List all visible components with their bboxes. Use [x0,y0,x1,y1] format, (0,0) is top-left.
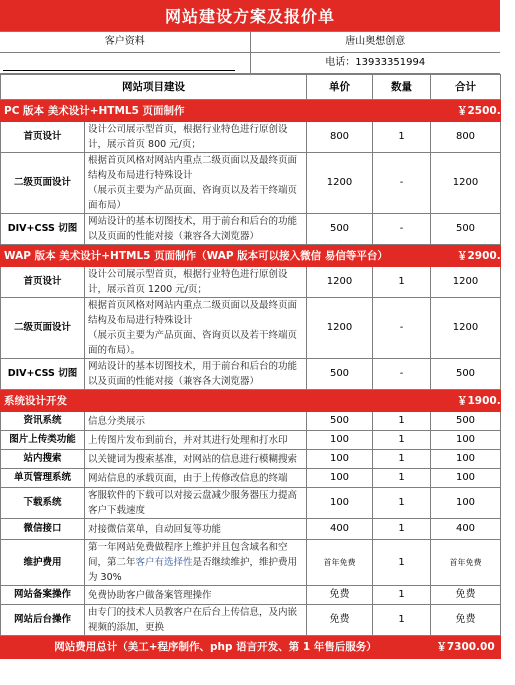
table-row [1,605,501,636]
client-name-blank [0,53,250,74]
item-qty: - [373,298,431,359]
item-description: 根据首页风格对网站内重点二级页面以及最终页面结构及布局进行特殊设计 （展示页主要为产品页面、咨询页以及若干终端页面的布局）。 [85,298,307,359]
item-description: 网站设计的基本切图技术，用于前台和后台的功能以及页面的性能对接（兼容各大浏览器） [85,214,307,245]
item-price: 400 [307,519,373,540]
col-header-total: 合计 [431,75,501,100]
item-total: 1200 [431,153,501,214]
item-price: 500 [307,412,373,431]
item-total: 800 [431,122,501,153]
table-row [1,122,501,153]
item-label: 图片上传类功能 [1,431,85,450]
item-description: 上传图片发布到前台，并对其进行处理和打水印 [85,431,307,450]
item-description: 网站设计的基本切图技术，用于前台和后台的功能以及页面的性能对接（兼容各大浏览器） [85,359,307,390]
item-label: 资讯系统 [1,412,85,431]
section-total: ￥2900.00 [431,245,501,267]
item-price: 100 [307,450,373,469]
item-label: DIV+CSS 切图 [1,214,85,245]
item-total: 400 [431,519,501,540]
table-row [1,359,501,390]
col-header-qty: 数量 [373,75,431,100]
grand-total-value: ￥7300.00 [431,636,501,659]
item-label: 二级页面设计 [1,298,85,359]
item-total: 100 [431,469,501,488]
item-label: 首页设计 [1,122,85,153]
item-qty: 1 [373,431,431,450]
item-label: 微信接口 [1,519,85,540]
item-qty: 1 [373,519,431,540]
item-description: 根据首页风格对网站内重点二级页面以及最终页面结构及布局进行特殊设计 （展示页主要为产品页面、咨询页以及若干终端页面布局） [85,153,307,214]
item-price: 1200 [307,298,373,359]
item-price: 首年免费 [307,540,373,586]
item-price: 免费 [307,586,373,605]
item-price: 1200 [307,267,373,298]
item-price: 800 [307,122,373,153]
table-row [1,153,501,214]
item-total: 1200 [431,298,501,359]
table-row [1,540,501,586]
page-title: 网站建设方案及报价单 [0,0,500,31]
item-total: 500 [431,214,501,245]
item-label: 首页设计 [1,267,85,298]
col-header-price: 单价 [307,75,373,100]
section-name: PC 版本 美术设计+HTML5 页面制作 [1,100,431,122]
table-row [1,469,501,488]
item-description: 对接微信菜单，自动回复等功能 [85,519,307,540]
item-description [85,540,307,586]
item-qty: 1 [373,605,431,636]
item-price: 500 [307,214,373,245]
col-header-item: 网站项目建设 [1,75,307,100]
client-label: 客户资料 [0,32,250,53]
client-info [0,31,500,74]
item-label: 下载系统 [1,488,85,519]
item-total: 500 [431,412,501,431]
item-qty: 1 [373,412,431,431]
item-label: 网站后台操作 [1,605,85,636]
item-total: 首年免费 [431,540,501,586]
description-highlight: 客户有选择性 [135,557,193,568]
item-total: 100 [431,431,501,450]
section-total: ￥1900.00 [431,390,501,412]
item-label: 二级页面设计 [1,153,85,214]
company-phone: 电话：13933351994 [250,53,500,74]
table-row [1,214,501,245]
item-qty: - [373,214,431,245]
table-row [1,412,501,431]
item-qty: - [373,153,431,214]
item-total: 500 [431,359,501,390]
table-row [1,298,501,359]
section-name: WAP 版本 美术设计+HTML5 页面制作（WAP 版本可以接入微信 易信等平台） [1,245,431,267]
section-total: ￥2500.00 [431,100,501,122]
grand-total-label: 网站费用总计（美工+程序制作、php 语言开发、第 1 年售后服务） [1,636,431,659]
item-price: 500 [307,359,373,390]
table-row [1,450,501,469]
table-row [1,267,501,298]
item-label: 网站备案操作 [1,586,85,605]
item-price: 1200 [307,153,373,214]
item-qty: 1 [373,469,431,488]
item-qty: 1 [373,450,431,469]
item-label: 站内搜索 [1,450,85,469]
item-qty: 1 [373,540,431,586]
item-total: 免费 [431,605,501,636]
description-text: 是否继续维护，维护费用为 30% [88,557,298,583]
item-description: 信息分类展示 [85,412,307,431]
item-description: 网站信息的承载页面，由于上传修改信息的终端 [85,469,307,488]
item-qty: 1 [373,267,431,298]
item-price: 100 [307,488,373,519]
item-label: DIV+CSS 切图 [1,359,85,390]
quote-table [0,74,515,659]
item-total: 免费 [431,586,501,605]
table-row [1,431,501,450]
description-text: 第一年网站免费做程序上维护并且包含域名和空间，第二年 [88,542,288,568]
item-description: 由专门的技术人员教客户在后台上传信息，及内嵌视频的添加，更换 [85,605,307,636]
item-description: 客服软件的下载可以对接云盘减少服务器压力提高客户下载速度 [85,488,307,519]
item-qty: 1 [373,122,431,153]
item-price: 免费 [307,605,373,636]
item-description: 设计公司展示型首页，根据行业特色进行原创设计，展示首页 800 元/页； [85,122,307,153]
item-qty: - [373,359,431,390]
table-row [1,488,501,519]
company-name: 唐山奥想创意 [250,32,500,53]
item-total: 100 [431,450,501,469]
item-label: 单页管理系统 [1,469,85,488]
section-name: 系统设计开发 [1,390,431,412]
item-label: 维护费用 [1,540,85,586]
item-total: 1200 [431,267,501,298]
table-row [1,586,501,605]
item-qty: 1 [373,488,431,519]
item-description: 以关键词为搜索基准，对网站的信息进行模糊搜索 [85,450,307,469]
item-description: 设计公司展示型首页，根据行业特色进行原创设计，展示首页 1200 元/页； [85,267,307,298]
item-price: 100 [307,469,373,488]
item-description: 免费协助客户做备案管理操作 [85,586,307,605]
item-qty: 1 [373,586,431,605]
item-price: 100 [307,431,373,450]
table-row [1,519,501,540]
item-total: 100 [431,488,501,519]
